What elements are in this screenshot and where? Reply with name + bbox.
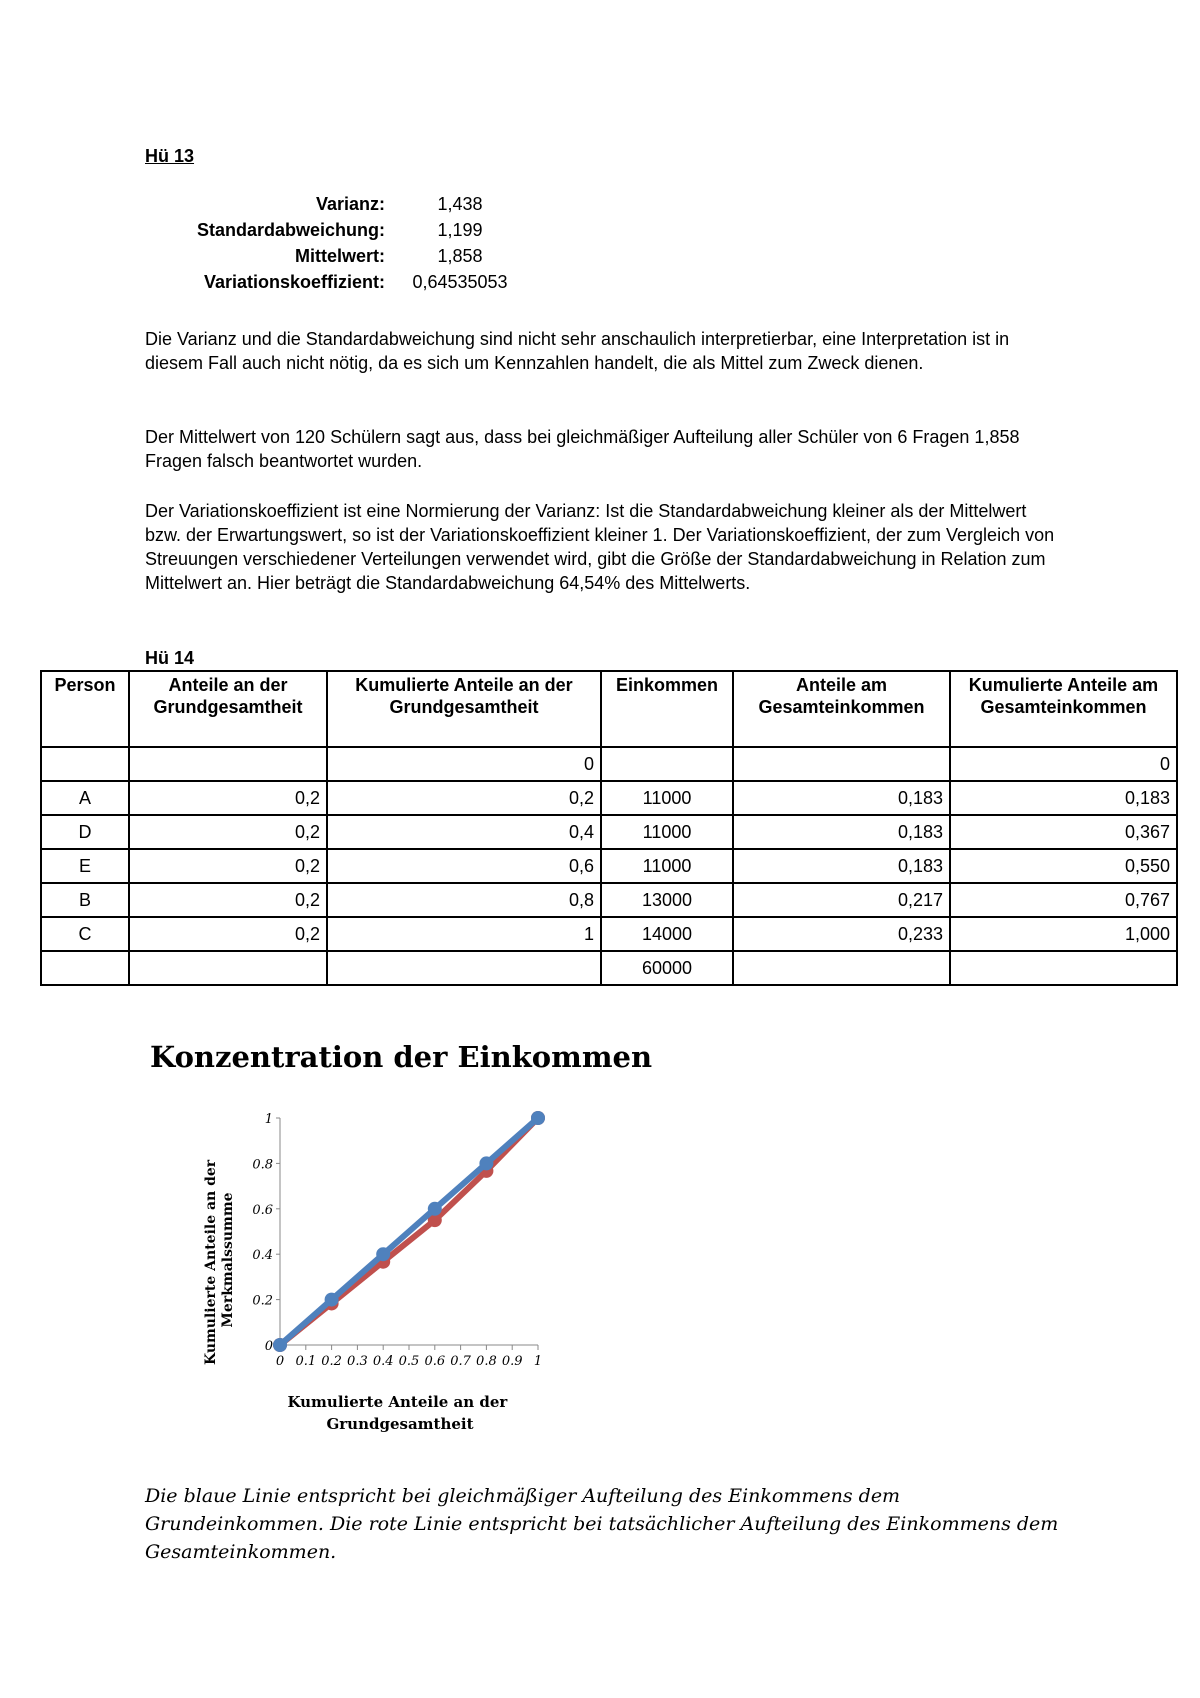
chart-title: Konzentration der Einkommen — [150, 1040, 653, 1074]
table-cell — [327, 951, 601, 985]
table-cell: 0,2 — [129, 883, 327, 917]
table-cell: 0,2 — [129, 849, 327, 883]
table-cell: 0,367 — [950, 815, 1177, 849]
y-tick-label: 0 — [264, 1339, 273, 1354]
y-tick-label: 0.6 — [252, 1202, 273, 1218]
table-cell: 0 — [950, 747, 1177, 781]
stat-row-varianz — [130, 191, 570, 217]
header-kumulierte-anteile-gesamteinkommen: Kumulierte Anteile am Gesamteinkommen — [950, 671, 1177, 747]
table-header-row — [41, 671, 1177, 747]
table-cell: 1 — [327, 917, 601, 951]
x-tick-label: 1 — [533, 1354, 543, 1369]
x-tick-label: 0.3 — [347, 1354, 368, 1369]
stat-label: Variationskoeffizient: — [203, 272, 385, 292]
x-tick-label: 0.7 — [450, 1354, 471, 1369]
y-tick-label: 0.2 — [252, 1293, 273, 1309]
hu14-heading: Hü 14 — [145, 648, 195, 668]
x-tick-label: 0.1 — [295, 1354, 317, 1369]
table-row — [41, 951, 1177, 985]
header-person: Person — [41, 671, 129, 747]
table-cell — [733, 747, 950, 781]
x-axis-title — [287, 1393, 512, 1433]
stat-row-mittelwert — [130, 243, 570, 269]
series-line-blue — [280, 1118, 538, 1345]
header-einkommen: Einkommen — [601, 671, 733, 747]
table-cell: 14000 — [601, 917, 733, 951]
data-point — [531, 1111, 545, 1125]
income-table — [40, 670, 1178, 986]
lorenz-chart — [190, 1095, 590, 1455]
paragraph-varianz: Die Varianz und die Standardabweichung sind nicht sehr anschaulich interpretierbar, eine Interpretation ist in diesem Fall auch nicht nötig, da es sich um Kennzahlen handelt, die als Mittel zum Zweck dienen. — [145, 329, 1010, 373]
x-tick-label: 0.8 — [476, 1354, 497, 1369]
y-axis-title-line1: Kumulierte Anteile an der — [203, 1159, 219, 1366]
table-cell: 0,2 — [129, 781, 327, 815]
x-tick-label: 0 — [275, 1354, 285, 1369]
hu13-heading: Hü 13 — [145, 146, 195, 166]
stat-label: Mittelwert: — [295, 246, 385, 266]
x-tick-label: 0.2 — [321, 1354, 342, 1369]
table-row — [41, 781, 1177, 815]
paragraph-variationskoeffizient: Der Variationskoeffizient ist eine Normierung der Varianz: Ist die Standardabweichung kleiner als der Mittelwert bzw. der Erwartungswert, so ist der Variationskoeffizient kleiner 1. Der Variationskoeffizient, der zum Vergleich von Streuungen verschiedener Verteilungen verwendet wird, gibt die Größe der Standardabweichung in Relation zum Mittelwert an. Hier beträgt die Standardabweichung 64,54% des Mittelwerts. — [145, 501, 1055, 593]
y-axis-title-line2: Merkmalssumme — [220, 1192, 236, 1328]
data-point — [273, 1338, 287, 1352]
table-cell: 0,2 — [327, 781, 601, 815]
stat-row-variationskoeffizient — [130, 269, 570, 295]
table-cell: 11000 — [601, 815, 733, 849]
table-cell: 0,550 — [950, 849, 1177, 883]
x-tick-label: 0.6 — [424, 1354, 446, 1369]
table-cell — [41, 747, 129, 781]
table-cell: D — [41, 815, 129, 849]
table-cell: E — [41, 849, 129, 883]
table-cell: 0,233 — [733, 917, 950, 951]
table-row — [41, 849, 1177, 883]
stat-label: Varianz: — [315, 194, 385, 214]
table-row — [41, 917, 1177, 951]
table-cell: 0,767 — [950, 883, 1177, 917]
table-cell: 60000 — [601, 951, 733, 985]
stat-value: 0,64535053 — [412, 272, 508, 292]
table-cell — [601, 747, 733, 781]
table-row — [41, 883, 1177, 917]
table-cell: 0,183 — [733, 815, 950, 849]
table-cell: 0,183 — [733, 781, 950, 815]
data-point — [428, 1202, 442, 1216]
data-point — [376, 1247, 390, 1261]
table-cell: 11000 — [601, 849, 733, 883]
data-point — [325, 1293, 339, 1307]
table-cell: C — [41, 917, 129, 951]
table-cell — [129, 747, 327, 781]
table-cell — [733, 951, 950, 985]
y-tick-label: 0.8 — [252, 1157, 273, 1173]
x-axis-title-line2: Grundgesamtheit — [326, 1415, 474, 1433]
stat-label: Standardabweichung: — [196, 220, 385, 240]
y-tick-label: 1 — [264, 1112, 273, 1127]
table-cell: 0,183 — [733, 849, 950, 883]
y-tick-label: 0.4 — [252, 1248, 273, 1264]
table-cell: 0,2 — [129, 917, 327, 951]
header-kumulierte-anteile-grundgesamtheit: Kumulierte Anteile an der Grundgesamtheit — [327, 671, 601, 747]
table-cell: 0,8 — [327, 883, 601, 917]
table-cell: 0,2 — [129, 815, 327, 849]
x-axis-title-line1: Kumulierte Anteile an der — [287, 1393, 508, 1411]
x-tick-label: 0.9 — [501, 1354, 523, 1369]
table-cell: 0,217 — [733, 883, 950, 917]
table-cell: 11000 — [601, 781, 733, 815]
table-cell: 0 — [327, 747, 601, 781]
data-point — [479, 1156, 493, 1170]
stat-value: 1,438 — [437, 194, 483, 214]
table-cell: A — [41, 781, 129, 815]
table-row — [41, 747, 1177, 781]
header-anteile-gesamteinkommen: Anteile am Gesamteinkommen — [733, 671, 950, 747]
stat-value: 1,199 — [437, 220, 483, 240]
x-tick-label: 0.4 — [372, 1354, 394, 1369]
stat-value: 1,858 — [437, 246, 483, 266]
table-cell — [129, 951, 327, 985]
header-anteile-grundgesamtheit: Anteile an der Grundgesamtheit — [129, 671, 327, 747]
table-row — [41, 815, 1177, 849]
table-cell — [41, 951, 129, 985]
table-cell: 0,6 — [327, 849, 601, 883]
paragraph-mittelwert: Der Mittelwert von 120 Schülern sagt aus, dass bei gleichmäßiger Aufteilung aller Schüler von 6 Fragen 1,858 Fragen falsch beantwortet wurden. — [145, 427, 1020, 471]
table-cell: 1,000 — [950, 917, 1177, 951]
x-tick-label: 0.5 — [398, 1354, 420, 1369]
y-axis-title — [203, 1155, 236, 1365]
table-cell: B — [41, 883, 129, 917]
table-cell: 0,183 — [950, 781, 1177, 815]
stat-row-standardabweichung — [130, 217, 570, 243]
chart-caption: Die blaue Linie entspricht bei gleichmäßiger Aufteilung des Einkommens dem Grundeinkommen. Die rote Linie entspricht bei tatsächlicher Aufteilung des Einkommens dem Gesamteinkommen. — [145, 1485, 1059, 1563]
table-cell — [950, 951, 1177, 985]
table-cell: 13000 — [601, 883, 733, 917]
table-cell: 0,4 — [327, 815, 601, 849]
stats-block — [130, 191, 570, 295]
